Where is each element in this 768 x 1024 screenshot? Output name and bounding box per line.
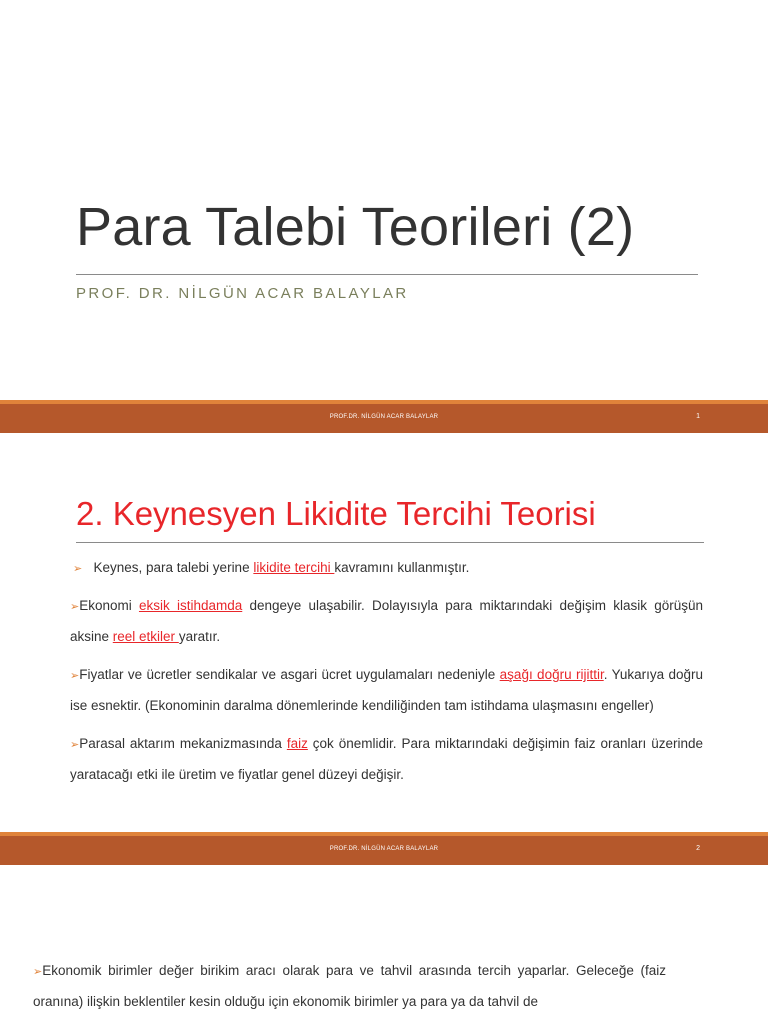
bullet-text: kavramını kullanmıştır. bbox=[334, 560, 470, 575]
slide-subtitle: PROF. DR. NİLGÜN ACAR BALAYLAR bbox=[76, 285, 409, 302]
bullet-text: Fiyatlar ve ücretler sendikalar ve asgari ücret uygulamaları nedeniyle bbox=[79, 667, 500, 682]
bullet-text: yaratır. bbox=[178, 629, 221, 644]
slide-footer bbox=[0, 400, 768, 433]
highlight-term: faiz bbox=[286, 736, 308, 751]
bullet-item bbox=[70, 660, 703, 720]
footer-author: PROF.DR. NİLGÜN ACAR BALAYLAR bbox=[329, 846, 439, 852]
page-number: 1 bbox=[696, 413, 700, 420]
highlight-term: reel etkiler bbox=[112, 629, 179, 644]
bullet-text: Ekonomi bbox=[79, 598, 139, 613]
bullet-item bbox=[70, 729, 703, 789]
arrow-bullet-icon: ➢ bbox=[70, 739, 80, 751]
highlight-term: aşağı doğru rijittir bbox=[499, 667, 604, 682]
paragraph-text: Ekonomik birimler değer birikim aracı olarak para ve tahvil arasında tercih yaparlar. Geleceğe (faiz oranına) ilişkin beklentiler kesin olduğu için ekonomik birimler ya para ya da tahvil de bbox=[33, 963, 666, 1009]
bullet-text: dengeye ulaşabilir. Dolayısıyla para miktarındaki değişim klasik görüşün aksine bbox=[70, 598, 703, 644]
slide-footer bbox=[0, 832, 768, 865]
bullet-text: Keynes, para talebi yerine bbox=[93, 560, 254, 575]
bullet-item bbox=[70, 557, 703, 580]
arrow-bullet-icon: ➢ bbox=[70, 601, 80, 613]
footer-author: PROF.DR. NİLGÜN ACAR BALAYLAR bbox=[329, 414, 439, 420]
bullet-text: Parasal aktarım mekanizmasında bbox=[79, 736, 287, 751]
highlight-term: eksik istihdamda bbox=[138, 598, 243, 613]
bullet-text: çok önemlidir. Para miktarındaki değişimin faiz oranları üzerinde yaratacağı etki ile üretim ve fiyatlar genel düzeyi değişir. bbox=[70, 736, 703, 782]
bullet-item bbox=[70, 591, 703, 651]
slide-paragraph bbox=[33, 956, 666, 1016]
slide-2 bbox=[0, 433, 768, 832]
bullet-list bbox=[70, 557, 703, 798]
arrow-bullet-icon: ➢ bbox=[70, 670, 80, 682]
page-number: 2 bbox=[696, 845, 700, 852]
slide-title: Para Talebi Teorileri (2) bbox=[76, 197, 635, 257]
arrow-bullet-icon: ➢ bbox=[33, 966, 43, 978]
bullet-text: . Yukarıya doğru ise esnektir. (Ekonominin daralma dönemlerinde kendiliğinden tam istihdama ulaşmasını engeller) bbox=[70, 667, 703, 713]
slide-title: 2. Keynesyen Likidite Tercihi Teorisi bbox=[76, 495, 596, 532]
highlight-term: likidite tercihi bbox=[253, 560, 335, 575]
title-divider bbox=[76, 274, 698, 275]
slide-1 bbox=[0, 0, 768, 400]
slide-3 bbox=[0, 865, 768, 1024]
arrow-bullet-icon: ➢ bbox=[73, 563, 83, 575]
title-divider bbox=[76, 542, 704, 543]
